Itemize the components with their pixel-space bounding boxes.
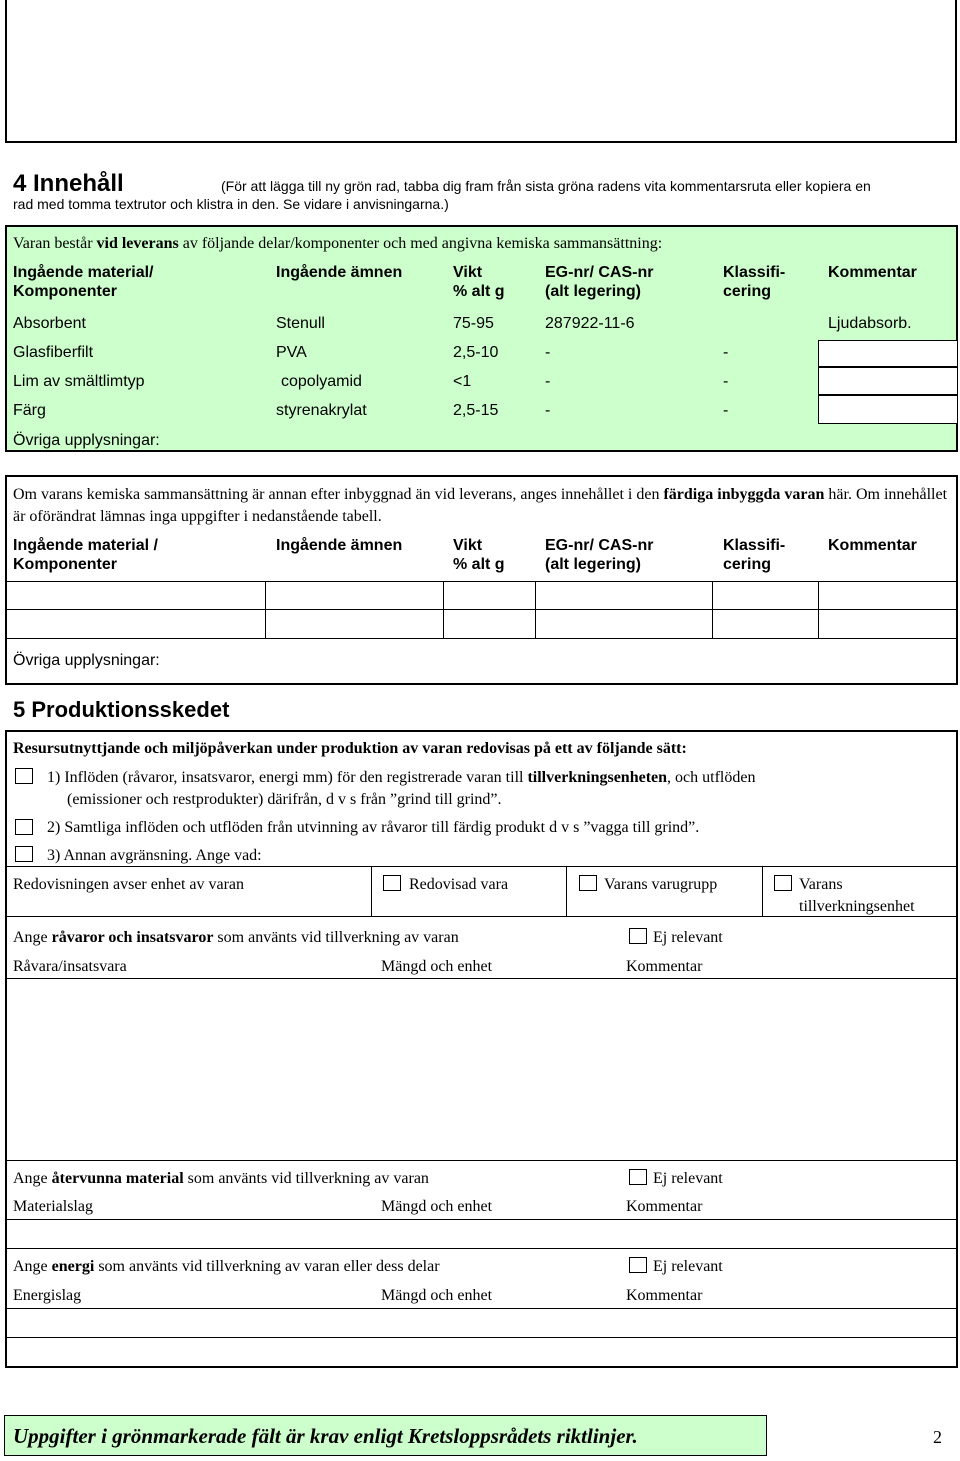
built-in-intro: Om varans kemiska sammansättning är annan efter inbyggnad än vid leverans, anges innehållet i den färdiga inbyggda varan här. Om innehållet är oförändrat lämnas inga uppgifter i nedanstående tabell.: [13, 486, 948, 525]
grid-line: [5, 866, 958, 867]
grid-line: [5, 1160, 958, 1161]
other-info-label-2: Övriga upplysningar:: [13, 652, 160, 669]
energy-not-relevant-checkbox[interactable]: [629, 1257, 647, 1273]
cell-class[interactable]: -: [723, 373, 729, 390]
grid-line: [5, 1219, 958, 1220]
energy-not-relevant-label: Ej relevant: [653, 1258, 723, 1275]
instruction-line-2: rad med tomma textrutor och klistra in den. Se vidare i anvisningarna.): [13, 196, 449, 212]
grid-line: [371, 866, 372, 916]
option-2-label: 2) Samtliga inflöden och utflöden från utvinning av råvaror till färdig produkt d v s ”vagga till grind”.: [47, 819, 700, 836]
unit-opt2-label: Varans varugrupp: [604, 876, 718, 893]
raw-col-amount: Mängd och enhet: [381, 958, 493, 975]
comment-input-row3[interactable]: [818, 367, 958, 395]
raw-col-comment: Kommentar: [626, 958, 703, 975]
header2-material: Ingående material / Komponenter: [13, 537, 158, 574]
raw-col-material: Råvara/insatsvara: [13, 958, 127, 975]
cell-class[interactable]: -: [723, 344, 729, 361]
grid-line: [265, 581, 266, 638]
cell-material[interactable]: Absorbent: [13, 315, 86, 332]
cell-cas[interactable]: 287922-11-6: [545, 315, 635, 332]
cell-cas[interactable]: -: [545, 344, 551, 361]
grid-line: [712, 581, 713, 638]
unit-opt1-label: Redovisad vara: [409, 876, 509, 893]
cell-cas[interactable]: -: [545, 402, 551, 419]
instruction-line-1: (För att lägga till ny grön rad, tabba dig fram från sista gröna radens vita kommentarsruta eller kopiera en: [221, 178, 871, 194]
cell-weight[interactable]: 2,5-10: [453, 344, 499, 361]
energy-col-comment: Kommentar: [626, 1287, 703, 1304]
recycled-col-material: Materialslag: [13, 1198, 93, 1215]
unit-opt3-checkbox[interactable]: [774, 875, 792, 891]
section-4-title: 4 Innehåll: [13, 170, 124, 197]
recycled-not-relevant-checkbox[interactable]: [629, 1169, 647, 1185]
unit-opt3-label: Varans: [799, 876, 843, 893]
grid-line: [5, 1248, 958, 1249]
cell-comment[interactable]: Ljudabsorb.: [828, 315, 912, 332]
footer-note: Uppgifter i grönmarkerade fält är krav enligt Kretsloppsrådets riktlinjer.: [13, 1424, 638, 1448]
section-5-title: 5 Produktionsskedet: [13, 697, 230, 722]
header2-cas: EG-nr/ CAS-nr (alt legering): [545, 537, 654, 574]
header-frame: [5, 0, 957, 143]
grid-line: [566, 866, 567, 916]
header-substance: Ingående ämnen: [276, 264, 403, 281]
unit-opt3-label-line2: tillverkningsenhet: [799, 898, 915, 915]
option-1-checkbox[interactable]: [15, 768, 33, 784]
cell-substance[interactable]: styrenakrylat: [276, 402, 367, 419]
option-2-checkbox[interactable]: [15, 819, 33, 835]
header-cas: EG-nr/ CAS-nr (alt legering): [545, 264, 654, 301]
cell-material[interactable]: Färg: [13, 402, 46, 419]
cell-weight[interactable]: 2,5-15: [453, 402, 499, 419]
grid-line: [5, 638, 958, 639]
cell-class[interactable]: -: [723, 402, 729, 419]
recycled-label: Ange återvunna material som använts vid tillverkning av varan: [13, 1170, 429, 1187]
cell-substance[interactable]: copolyamid: [281, 373, 362, 390]
header2-weight: Vikt % alt g: [453, 537, 505, 574]
raw-not-relevant-checkbox[interactable]: [629, 928, 647, 944]
grid-line: [5, 581, 958, 582]
grid-line: [762, 866, 763, 916]
cell-substance[interactable]: PVA: [276, 344, 307, 361]
recycled-col-comment: Kommentar: [626, 1198, 703, 1215]
cell-cas[interactable]: -: [545, 373, 551, 390]
header2-substance: Ingående ämnen: [276, 537, 403, 554]
cell-weight[interactable]: <1: [453, 373, 472, 390]
cell-material[interactable]: Glasfiberfilt: [13, 344, 94, 361]
other-info-label: Övriga upplysningar:: [13, 432, 160, 449]
energy-col-amount: Mängd och enhet: [381, 1287, 493, 1304]
option-1-label: 1) Inflöden (råvaror, insatsvaror, energi mm) för den registrerade varan till tillverkningsenheten, och utflöden: [47, 769, 756, 786]
grid-line: [818, 581, 819, 638]
energy-col-type: Energislag: [13, 1287, 82, 1304]
cell-weight[interactable]: 75-95: [453, 315, 494, 332]
cell-substance[interactable]: Stenull: [276, 315, 325, 332]
unit-label: Redovisningen avser enhet av varan: [13, 876, 245, 893]
header2-comment: Kommentar: [828, 537, 917, 554]
delivery-intro: Varan består vid leverans av följande delar/komponenter och med angivna kemiska sammansättning:: [13, 235, 663, 252]
header-weight: Vikt % alt g: [453, 264, 505, 301]
option-1-label-line2: (emissioner och restprodukter) därifrån, d v s från ”grind till grind”.: [67, 791, 502, 808]
header-class: Klassifi- cering: [723, 264, 786, 301]
comment-input-row4[interactable]: [818, 395, 958, 424]
option-3-checkbox[interactable]: [15, 846, 33, 862]
grid-line: [5, 1308, 958, 1309]
option-3-label: 3) Annan avgränsning. Ange vad:: [47, 847, 262, 864]
unit-opt2-checkbox[interactable]: [579, 875, 597, 891]
page-number: 2: [933, 1427, 942, 1447]
header2-class: Klassifi- cering: [723, 537, 786, 574]
raw-materials-label: Ange råvaror och insatsvaror som använts vid tillverkning av varan: [13, 929, 459, 946]
production-lead: Resursutnyttjande och miljöpåverkan under produktion av varan redovisas på ett av följande sätt:: [13, 740, 687, 757]
unit-opt1-checkbox[interactable]: [383, 875, 401, 891]
grid-line: [5, 916, 958, 917]
grid-line: [5, 609, 958, 610]
header-material: Ingående material/ Komponenter: [13, 264, 154, 301]
comment-input-row2[interactable]: [818, 340, 958, 367]
raw-not-relevant-label: Ej relevant: [653, 929, 723, 946]
recycled-not-relevant-label: Ej relevant: [653, 1170, 723, 1187]
grid-line: [535, 581, 536, 638]
energy-label: Ange energi som använts vid tillverkning av varan eller dess delar: [13, 1258, 440, 1275]
header-comment: Kommentar: [828, 264, 917, 281]
grid-line: [443, 581, 444, 638]
grid-line: [5, 1337, 958, 1338]
recycled-col-amount: Mängd och enhet: [381, 1198, 493, 1215]
cell-material[interactable]: Lim av smältlimtyp: [13, 373, 145, 390]
grid-line: [5, 978, 958, 979]
